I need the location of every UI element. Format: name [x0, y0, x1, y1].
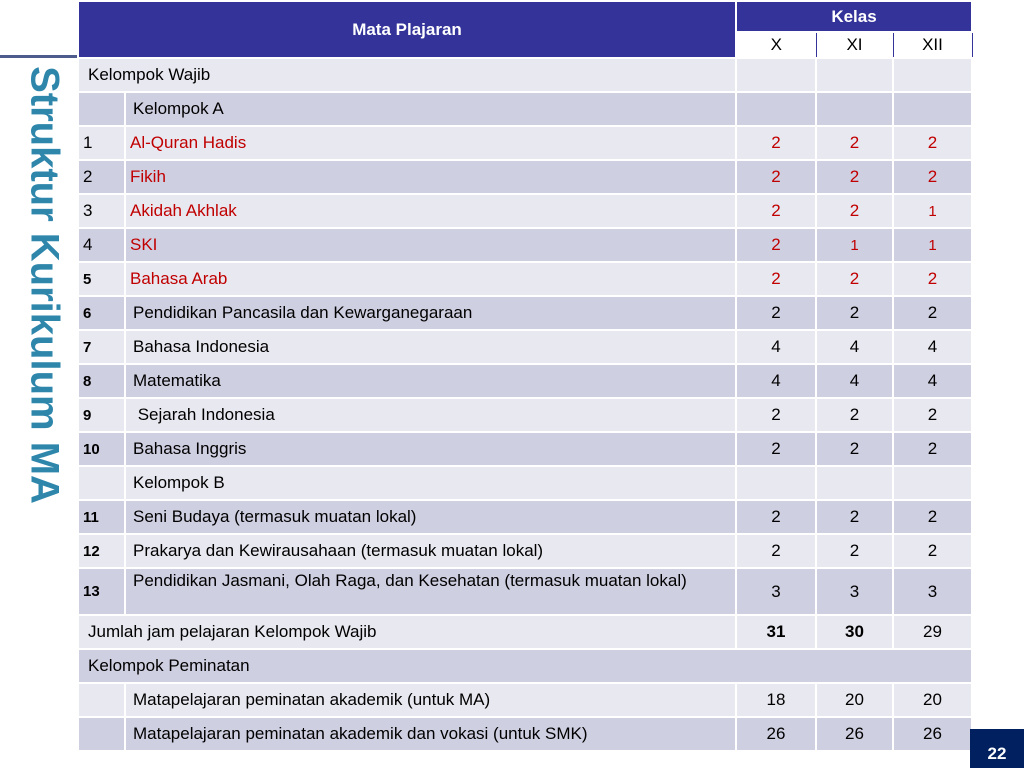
hours-xii: 2	[893, 296, 972, 330]
hours-xi: 2	[816, 432, 893, 466]
subject-name: Prakarya dan Kewirausahaan (termasuk muatan lokal)	[125, 534, 736, 568]
row-number: 13	[78, 568, 125, 615]
subject-name: Bahasa Indonesia	[125, 330, 736, 364]
curriculum-table	[77, 0, 973, 752]
hours-x: 2	[736, 160, 816, 194]
title-rule	[0, 55, 78, 58]
hours-xii: 4	[893, 330, 972, 364]
row-number: 7	[78, 330, 125, 364]
table-row	[78, 364, 972, 398]
subject-name: Matapelajaran peminatan akademik (untuk MA)	[125, 683, 736, 717]
subject-name: Matematika	[125, 364, 736, 398]
table-row	[78, 398, 972, 432]
table-row	[78, 126, 972, 160]
subject-name: Bahasa Arab	[125, 262, 736, 296]
row-number: 9	[78, 398, 125, 432]
table-row	[78, 228, 972, 262]
hours-x: 3	[736, 568, 816, 615]
hours-x: 2	[736, 228, 816, 262]
hours-xii: 4	[893, 364, 972, 398]
total-label: Jumlah jam pelajaran Kelompok Wajib	[78, 615, 736, 649]
table-row	[78, 92, 972, 126]
hours-xi: 2	[816, 534, 893, 568]
hours-xii: 1	[893, 194, 972, 228]
hours-xi: 4	[816, 330, 893, 364]
hours-xii: 2	[893, 126, 972, 160]
hours-x: 2	[736, 432, 816, 466]
subject-name: Pendidikan Pancasila dan Kewarganegaraan	[125, 296, 736, 330]
hours-x: 2	[736, 500, 816, 534]
table-row	[78, 262, 972, 296]
row-number: 1	[78, 126, 125, 160]
subject-name: Sejarah Indonesia	[125, 398, 736, 432]
hours-x: 2	[736, 296, 816, 330]
header-x: X	[736, 32, 816, 58]
table-row	[78, 717, 972, 751]
hours-xi: 3	[816, 568, 893, 615]
hours-xii: 26	[893, 717, 972, 751]
row-number: 11	[78, 500, 125, 534]
hours-x: 2	[736, 194, 816, 228]
hours-xi: 1	[816, 228, 893, 262]
hours-x: 4	[736, 364, 816, 398]
table-row	[78, 194, 972, 228]
hours-xii: 2	[893, 160, 972, 194]
subject-name: Al-Quran Hadis	[125, 126, 736, 160]
page-number: 22	[970, 729, 1024, 768]
subject-name: Matapelajaran peminatan akademik dan vokasi (untuk SMK)	[125, 717, 736, 751]
subject-name: Akidah Akhlak	[125, 194, 736, 228]
hours-xii: 2	[893, 500, 972, 534]
table-row	[78, 58, 972, 92]
hours-xii: 2	[893, 432, 972, 466]
table-row	[78, 500, 972, 534]
subject-name: SKI	[125, 228, 736, 262]
table-row	[78, 330, 972, 364]
hours-xi: 2	[816, 500, 893, 534]
hours-x: 2	[736, 262, 816, 296]
row-number: 6	[78, 296, 125, 330]
hours-xi: 2	[816, 398, 893, 432]
row-number: 4	[78, 228, 125, 262]
table-row	[78, 683, 972, 717]
hours-xii: 3	[893, 568, 972, 615]
hours-xi: 2	[816, 160, 893, 194]
hours-x: 26	[736, 717, 816, 751]
table-row	[78, 534, 972, 568]
header-xii: XII	[893, 32, 972, 58]
header-xi: XI	[816, 32, 893, 58]
total-xii: 29	[893, 615, 972, 649]
header-kelas: Kelas	[736, 1, 972, 32]
table-row	[78, 615, 972, 649]
hours-xii: 2	[893, 262, 972, 296]
hours-x: 2	[736, 126, 816, 160]
group-label: Kelompok Peminatan	[78, 649, 972, 683]
table-row	[78, 568, 972, 615]
table-row	[78, 466, 972, 500]
total-xi: 30	[816, 615, 893, 649]
hours-x: 2	[736, 534, 816, 568]
hours-xi: 2	[816, 262, 893, 296]
row-number: 8	[78, 364, 125, 398]
group-label: Kelompok B	[125, 466, 736, 500]
row-number: 12	[78, 534, 125, 568]
hours-xi: 4	[816, 364, 893, 398]
subject-name: Bahasa Inggris	[125, 432, 736, 466]
hours-xii: 20	[893, 683, 972, 717]
header-subject: Mata Plajaran	[78, 1, 736, 58]
subject-name: Seni Budaya (termasuk muatan lokal)	[125, 500, 736, 534]
total-x: 31	[736, 615, 816, 649]
group-label: Kelompok Wajib	[78, 58, 736, 92]
table-row	[78, 296, 972, 330]
hours-xi: 20	[816, 683, 893, 717]
hours-x: 2	[736, 398, 816, 432]
hours-x: 4	[736, 330, 816, 364]
table-row	[78, 649, 972, 683]
side-title: Struktur Kurikulum MA	[22, 66, 67, 504]
subject-name: Pendidikan Jasmani, Olah Raga, dan Kesehatan (termasuk muatan lokal)	[125, 568, 736, 615]
hours-xi: 2	[816, 126, 893, 160]
table-row	[78, 160, 972, 194]
row-number: 2	[78, 160, 125, 194]
subject-name: Fikih	[125, 160, 736, 194]
hours-xi: 26	[816, 717, 893, 751]
hours-xi: 2	[816, 194, 893, 228]
row-number: 5	[78, 262, 125, 296]
row-number: 10	[78, 432, 125, 466]
hours-xi: 2	[816, 296, 893, 330]
hours-x: 18	[736, 683, 816, 717]
table-row	[78, 432, 972, 466]
hours-xii: 2	[893, 534, 972, 568]
row-number: 3	[78, 194, 125, 228]
hours-xii: 2	[893, 398, 972, 432]
hours-xii: 1	[893, 228, 972, 262]
group-label: Kelompok A	[125, 92, 736, 126]
